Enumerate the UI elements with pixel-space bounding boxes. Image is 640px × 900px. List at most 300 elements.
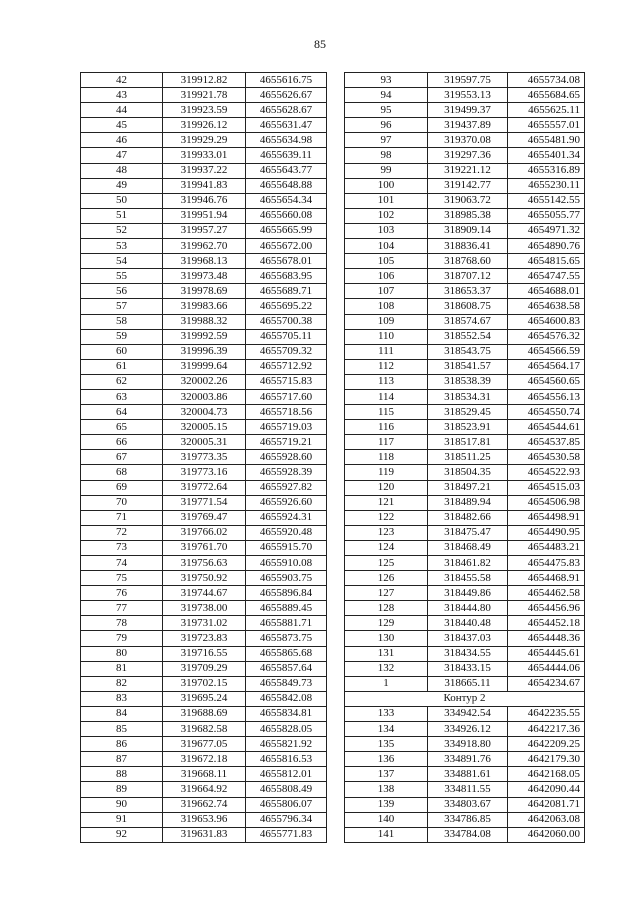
table-row [345, 450, 585, 465]
y-coordinate-cell: 4655672.00 [246, 239, 327, 254]
x-coordinate-cell: 320002.26 [163, 374, 246, 389]
table-row [345, 706, 585, 721]
point-number-cell: 91 [81, 812, 163, 827]
point-number-cell: 109 [345, 314, 428, 329]
table-row [81, 827, 327, 842]
table-row [81, 359, 327, 374]
table-row [81, 540, 327, 555]
point-number-cell: 124 [345, 540, 428, 555]
point-number-cell: 89 [81, 782, 163, 797]
point-number-cell: 57 [81, 299, 163, 314]
table-row [345, 510, 585, 525]
table-row [81, 420, 327, 435]
point-number-cell: 47 [81, 148, 163, 163]
x-coordinate-cell: 319553.13 [428, 88, 508, 103]
x-coordinate-cell: 318444.80 [428, 601, 508, 616]
y-coordinate-cell: 4655719.21 [246, 435, 327, 450]
point-number-cell: 65 [81, 420, 163, 435]
point-number-cell: 62 [81, 374, 163, 389]
table-row [81, 450, 327, 465]
table-row [345, 525, 585, 540]
point-number-cell: 127 [345, 586, 428, 601]
point-number-cell: 53 [81, 239, 163, 254]
x-coordinate-cell: 319921.78 [163, 88, 246, 103]
table-row [81, 329, 327, 344]
y-coordinate-cell: 4655634.98 [246, 133, 327, 148]
table-row [345, 420, 585, 435]
y-coordinate-cell: 4655920.48 [246, 525, 327, 540]
x-coordinate-cell: 319968.13 [163, 254, 246, 269]
y-coordinate-cell: 4654448.36 [508, 631, 585, 646]
table-row [81, 133, 327, 148]
point-number-cell: 58 [81, 314, 163, 329]
y-coordinate-cell: 4654971.32 [508, 223, 585, 238]
table-row [81, 314, 327, 329]
point-number-cell: 95 [345, 103, 428, 118]
point-number-cell: 112 [345, 359, 428, 374]
point-number-cell: 61 [81, 359, 163, 374]
point-number-cell: 46 [81, 133, 163, 148]
x-coordinate-cell: 318517.81 [428, 435, 508, 450]
table-row [81, 706, 327, 721]
x-coordinate-cell: 319766.02 [163, 525, 246, 540]
point-number-cell: 90 [81, 797, 163, 812]
table-row [345, 223, 585, 238]
y-coordinate-cell: 4655903.75 [246, 571, 327, 586]
table-row [81, 389, 327, 404]
point-number-cell: 101 [345, 193, 428, 208]
y-coordinate-cell: 4655719.03 [246, 420, 327, 435]
table-row [81, 178, 327, 193]
x-coordinate-cell: 334926.12 [428, 722, 508, 737]
point-number-cell: 43 [81, 88, 163, 103]
x-coordinate-cell: 319978.69 [163, 284, 246, 299]
point-number-cell: 82 [81, 676, 163, 691]
x-coordinate-cell: 318653.37 [428, 284, 508, 299]
x-coordinate-cell: 319946.76 [163, 193, 246, 208]
x-coordinate-cell: 319677.05 [163, 737, 246, 752]
x-coordinate-cell: 318468.49 [428, 540, 508, 555]
y-coordinate-cell: 4655481.90 [508, 133, 585, 148]
x-coordinate-cell: 318434.55 [428, 646, 508, 661]
point-number-cell: 63 [81, 389, 163, 404]
table-row [345, 480, 585, 495]
table-row [81, 163, 327, 178]
table-row [345, 556, 585, 571]
point-number-cell: 136 [345, 752, 428, 767]
y-coordinate-cell: 4642179.30 [508, 752, 585, 767]
table-row [345, 797, 585, 812]
x-coordinate-cell: 319929.29 [163, 133, 246, 148]
y-coordinate-cell: 4654456.96 [508, 601, 585, 616]
table-row [345, 314, 585, 329]
y-coordinate-cell: 4654815.65 [508, 254, 585, 269]
y-coordinate-cell: 4642090.44 [508, 782, 585, 797]
x-coordinate-cell: 318461.82 [428, 556, 508, 571]
table-row [81, 571, 327, 586]
table-row [81, 73, 327, 88]
table-row [81, 797, 327, 812]
x-coordinate-cell: 319695.24 [163, 691, 246, 706]
point-number-cell: 96 [345, 118, 428, 133]
point-number-cell: 104 [345, 239, 428, 254]
y-coordinate-cell: 4654550.74 [508, 405, 585, 420]
point-number-cell: 130 [345, 631, 428, 646]
y-coordinate-cell: 4654490.95 [508, 525, 585, 540]
y-coordinate-cell: 4642168.05 [508, 767, 585, 782]
point-number-cell: 118 [345, 450, 428, 465]
table-row [81, 752, 327, 767]
table-row [345, 103, 585, 118]
x-coordinate-cell: 319662.74 [163, 797, 246, 812]
y-coordinate-cell: 4655557.01 [508, 118, 585, 133]
point-number-cell: 114 [345, 389, 428, 404]
table-row [81, 616, 327, 631]
table-row [81, 495, 327, 510]
point-number-cell: 135 [345, 737, 428, 752]
y-coordinate-cell: 4642060.00 [508, 827, 585, 842]
x-coordinate-cell: 318541.57 [428, 359, 508, 374]
point-number-cell: 64 [81, 405, 163, 420]
x-coordinate-cell: 319731.02 [163, 616, 246, 631]
table-row [345, 284, 585, 299]
y-coordinate-cell: 4655628.67 [246, 103, 327, 118]
y-coordinate-cell: 4655796.34 [246, 812, 327, 827]
x-coordinate-cell: 334881.61 [428, 767, 508, 782]
point-number-cell: 119 [345, 465, 428, 480]
y-coordinate-cell: 4655928.39 [246, 465, 327, 480]
point-number-cell: 105 [345, 254, 428, 269]
table-row [345, 148, 585, 163]
coordinates-table-left [80, 72, 327, 843]
y-coordinate-cell: 4655055.77 [508, 208, 585, 223]
point-number-cell: 48 [81, 163, 163, 178]
point-number-cell: 78 [81, 616, 163, 631]
point-number-cell: 123 [345, 525, 428, 540]
x-coordinate-cell: 319653.96 [163, 812, 246, 827]
table-row [345, 208, 585, 223]
table-row [345, 812, 585, 827]
table-row [345, 239, 585, 254]
y-coordinate-cell: 4655808.49 [246, 782, 327, 797]
table-row [345, 631, 585, 646]
y-coordinate-cell: 4655915.70 [246, 540, 327, 555]
point-number-cell: 86 [81, 737, 163, 752]
y-coordinate-cell: 4655849.73 [246, 676, 327, 691]
x-coordinate-cell: 319926.12 [163, 118, 246, 133]
y-coordinate-cell: 4655857.64 [246, 661, 327, 676]
y-coordinate-cell: 4655718.56 [246, 405, 327, 420]
x-coordinate-cell: 320003.86 [163, 389, 246, 404]
x-coordinate-cell: 319437.89 [428, 118, 508, 133]
x-coordinate-cell: 319988.32 [163, 314, 246, 329]
x-coordinate-cell: 319750.92 [163, 571, 246, 586]
table-row [345, 435, 585, 450]
table-row [345, 118, 585, 133]
point-number-cell: 106 [345, 269, 428, 284]
table-row [81, 405, 327, 420]
x-coordinate-cell: 319771.54 [163, 495, 246, 510]
y-coordinate-cell: 4642235.55 [508, 706, 585, 721]
x-coordinate-cell: 319983.66 [163, 299, 246, 314]
point-number-cell: 70 [81, 495, 163, 510]
point-number-cell: 59 [81, 329, 163, 344]
y-coordinate-cell: 4655812.01 [246, 767, 327, 782]
point-number-cell: 138 [345, 782, 428, 797]
x-coordinate-cell: 319716.55 [163, 646, 246, 661]
point-number-cell: 103 [345, 223, 428, 238]
point-number-cell: 141 [345, 827, 428, 842]
y-coordinate-cell: 4655689.71 [246, 284, 327, 299]
table-row [81, 480, 327, 495]
y-coordinate-cell: 4655806.07 [246, 797, 327, 812]
table-row [345, 374, 585, 389]
x-coordinate-cell: 318538.39 [428, 374, 508, 389]
x-coordinate-cell: 319761.70 [163, 540, 246, 555]
y-coordinate-cell: 4655665.99 [246, 223, 327, 238]
table-row [345, 737, 585, 752]
point-number-cell: 85 [81, 722, 163, 737]
point-number-cell: 131 [345, 646, 428, 661]
table-row [81, 676, 327, 691]
point-number-cell: 126 [345, 571, 428, 586]
table-row [345, 163, 585, 178]
table-row [345, 616, 585, 631]
table-row [81, 646, 327, 661]
table-row [345, 540, 585, 555]
y-coordinate-cell: 4654498.91 [508, 510, 585, 525]
x-coordinate-cell: 319923.59 [163, 103, 246, 118]
x-coordinate-cell: 318534.31 [428, 389, 508, 404]
table-row [345, 571, 585, 586]
point-number-cell: 69 [81, 480, 163, 495]
x-coordinate-cell: 334786.85 [428, 812, 508, 827]
table-row [345, 133, 585, 148]
point-number-cell: 100 [345, 178, 428, 193]
x-coordinate-cell: 334784.08 [428, 827, 508, 842]
point-number-cell: 117 [345, 435, 428, 450]
x-coordinate-cell: 318543.75 [428, 344, 508, 359]
table-row [81, 767, 327, 782]
point-number-cell: 76 [81, 586, 163, 601]
y-coordinate-cell: 4655684.65 [508, 88, 585, 103]
x-coordinate-cell: 318437.03 [428, 631, 508, 646]
x-coordinate-cell: 319370.08 [428, 133, 508, 148]
table-row [81, 435, 327, 450]
y-coordinate-cell: 4655927.82 [246, 480, 327, 495]
table-row [81, 118, 327, 133]
table-row [345, 827, 585, 842]
x-coordinate-cell: 319702.15 [163, 676, 246, 691]
point-number-cell: 68 [81, 465, 163, 480]
y-coordinate-cell: 4654468.91 [508, 571, 585, 586]
contour-header-row [345, 691, 585, 706]
table-row [81, 661, 327, 676]
y-coordinate-cell: 4655873.75 [246, 631, 327, 646]
x-coordinate-cell: 318529.45 [428, 405, 508, 420]
point-number-cell: 125 [345, 556, 428, 571]
y-coordinate-cell: 4655821.92 [246, 737, 327, 752]
y-coordinate-cell: 4655643.77 [246, 163, 327, 178]
point-number-cell: 120 [345, 480, 428, 495]
x-coordinate-cell: 319912.82 [163, 73, 246, 88]
x-coordinate-cell: 334803.67 [428, 797, 508, 812]
point-number-cell: 1 [345, 676, 428, 691]
y-coordinate-cell: 4654234.67 [508, 676, 585, 691]
x-coordinate-cell: 318523.91 [428, 420, 508, 435]
y-coordinate-cell: 4655881.71 [246, 616, 327, 631]
point-number-cell: 133 [345, 706, 428, 721]
y-coordinate-cell: 4655816.53 [246, 752, 327, 767]
point-number-cell: 108 [345, 299, 428, 314]
y-coordinate-cell: 4655639.11 [246, 148, 327, 163]
point-number-cell: 111 [345, 344, 428, 359]
table-row [345, 465, 585, 480]
x-coordinate-cell: 318665.11 [428, 676, 508, 691]
y-coordinate-cell: 4655717.60 [246, 389, 327, 404]
x-coordinate-cell: 318909.14 [428, 223, 508, 238]
x-coordinate-cell: 319992.59 [163, 329, 246, 344]
table-row [345, 722, 585, 737]
y-coordinate-cell: 4655834.81 [246, 706, 327, 721]
point-number-cell: 132 [345, 661, 428, 676]
x-coordinate-cell: 318475.47 [428, 525, 508, 540]
y-coordinate-cell: 4655928.60 [246, 450, 327, 465]
y-coordinate-cell: 4654445.61 [508, 646, 585, 661]
table-row [81, 254, 327, 269]
table-row [81, 556, 327, 571]
point-number-cell: 122 [345, 510, 428, 525]
table-row [81, 737, 327, 752]
y-coordinate-cell: 4655889.45 [246, 601, 327, 616]
y-coordinate-cell: 4654462.58 [508, 586, 585, 601]
x-coordinate-cell: 319773.16 [163, 465, 246, 480]
point-number-cell: 128 [345, 601, 428, 616]
y-coordinate-cell: 4642217.36 [508, 722, 585, 737]
point-number-cell: 50 [81, 193, 163, 208]
table-row [81, 193, 327, 208]
table-row [81, 601, 327, 616]
point-number-cell: 87 [81, 752, 163, 767]
point-number-cell: 75 [81, 571, 163, 586]
point-number-cell: 79 [81, 631, 163, 646]
x-coordinate-cell: 318440.48 [428, 616, 508, 631]
table-row [81, 586, 327, 601]
x-coordinate-cell: 319962.70 [163, 239, 246, 254]
x-coordinate-cell: 319672.18 [163, 752, 246, 767]
table-row [81, 88, 327, 103]
table-row [345, 389, 585, 404]
point-number-cell: 92 [81, 827, 163, 842]
point-number-cell: 52 [81, 223, 163, 238]
table-row [345, 193, 585, 208]
x-coordinate-cell: 318497.21 [428, 480, 508, 495]
coordinates-table-right [344, 72, 585, 843]
y-coordinate-cell: 4642209.25 [508, 737, 585, 752]
table-row [345, 405, 585, 420]
table-row [345, 329, 585, 344]
y-coordinate-cell: 4654522.93 [508, 465, 585, 480]
y-coordinate-cell: 4654515.03 [508, 480, 585, 495]
point-number-cell: 55 [81, 269, 163, 284]
x-coordinate-cell: 318433.15 [428, 661, 508, 676]
table-row [81, 782, 327, 797]
point-number-cell: 51 [81, 208, 163, 223]
x-coordinate-cell: 318574.67 [428, 314, 508, 329]
table-row [345, 676, 585, 691]
point-number-cell: 121 [345, 495, 428, 510]
table-row [81, 269, 327, 284]
point-number-cell: 66 [81, 435, 163, 450]
y-coordinate-cell: 4655648.88 [246, 178, 327, 193]
x-coordinate-cell: 319756.63 [163, 556, 246, 571]
table-row [81, 344, 327, 359]
point-number-cell: 129 [345, 616, 428, 631]
table-row [345, 782, 585, 797]
table-row [345, 178, 585, 193]
y-coordinate-cell: 4655924.31 [246, 510, 327, 525]
y-coordinate-cell: 4642081.71 [508, 797, 585, 812]
x-coordinate-cell: 319597.75 [428, 73, 508, 88]
x-coordinate-cell: 318768.60 [428, 254, 508, 269]
y-coordinate-cell: 4654475.83 [508, 556, 585, 571]
x-coordinate-cell: 319221.12 [428, 163, 508, 178]
table-row [345, 752, 585, 767]
x-coordinate-cell: 319723.83 [163, 631, 246, 646]
y-coordinate-cell: 4655142.55 [508, 193, 585, 208]
y-coordinate-cell: 4655712.92 [246, 359, 327, 374]
table-row [345, 601, 585, 616]
x-coordinate-cell: 319769.47 [163, 510, 246, 525]
y-coordinate-cell: 4654688.01 [508, 284, 585, 299]
point-number-cell: 60 [81, 344, 163, 359]
x-coordinate-cell: 319063.72 [428, 193, 508, 208]
point-number-cell: 45 [81, 118, 163, 133]
y-coordinate-cell: 4654576.32 [508, 329, 585, 344]
y-coordinate-cell: 4654747.55 [508, 269, 585, 284]
table-row [81, 223, 327, 238]
y-coordinate-cell: 4655715.83 [246, 374, 327, 389]
x-coordinate-cell: 318836.41 [428, 239, 508, 254]
table-row [81, 722, 327, 737]
x-coordinate-cell: 319973.48 [163, 269, 246, 284]
x-coordinate-cell: 318489.94 [428, 495, 508, 510]
table-row [81, 691, 327, 706]
table-row [345, 646, 585, 661]
point-number-cell: 44 [81, 103, 163, 118]
point-number-cell: 54 [81, 254, 163, 269]
y-coordinate-cell: 4654566.59 [508, 344, 585, 359]
y-coordinate-cell: 4655616.75 [246, 73, 327, 88]
table-row [345, 661, 585, 676]
table-row [81, 525, 327, 540]
table-row [81, 284, 327, 299]
y-coordinate-cell: 4655401.34 [508, 148, 585, 163]
x-coordinate-cell: 319773.35 [163, 450, 246, 465]
x-coordinate-cell: 318608.75 [428, 299, 508, 314]
y-coordinate-cell: 4655828.05 [246, 722, 327, 737]
x-coordinate-cell: 319688.69 [163, 706, 246, 721]
x-coordinate-cell: 319738.00 [163, 601, 246, 616]
x-coordinate-cell: 319499.37 [428, 103, 508, 118]
point-number-cell: 110 [345, 329, 428, 344]
point-number-cell: 139 [345, 797, 428, 812]
y-coordinate-cell: 4654556.13 [508, 389, 585, 404]
table-row [345, 586, 585, 601]
y-coordinate-cell: 4655678.01 [246, 254, 327, 269]
table-row [81, 465, 327, 480]
x-coordinate-cell: 334942.54 [428, 706, 508, 721]
